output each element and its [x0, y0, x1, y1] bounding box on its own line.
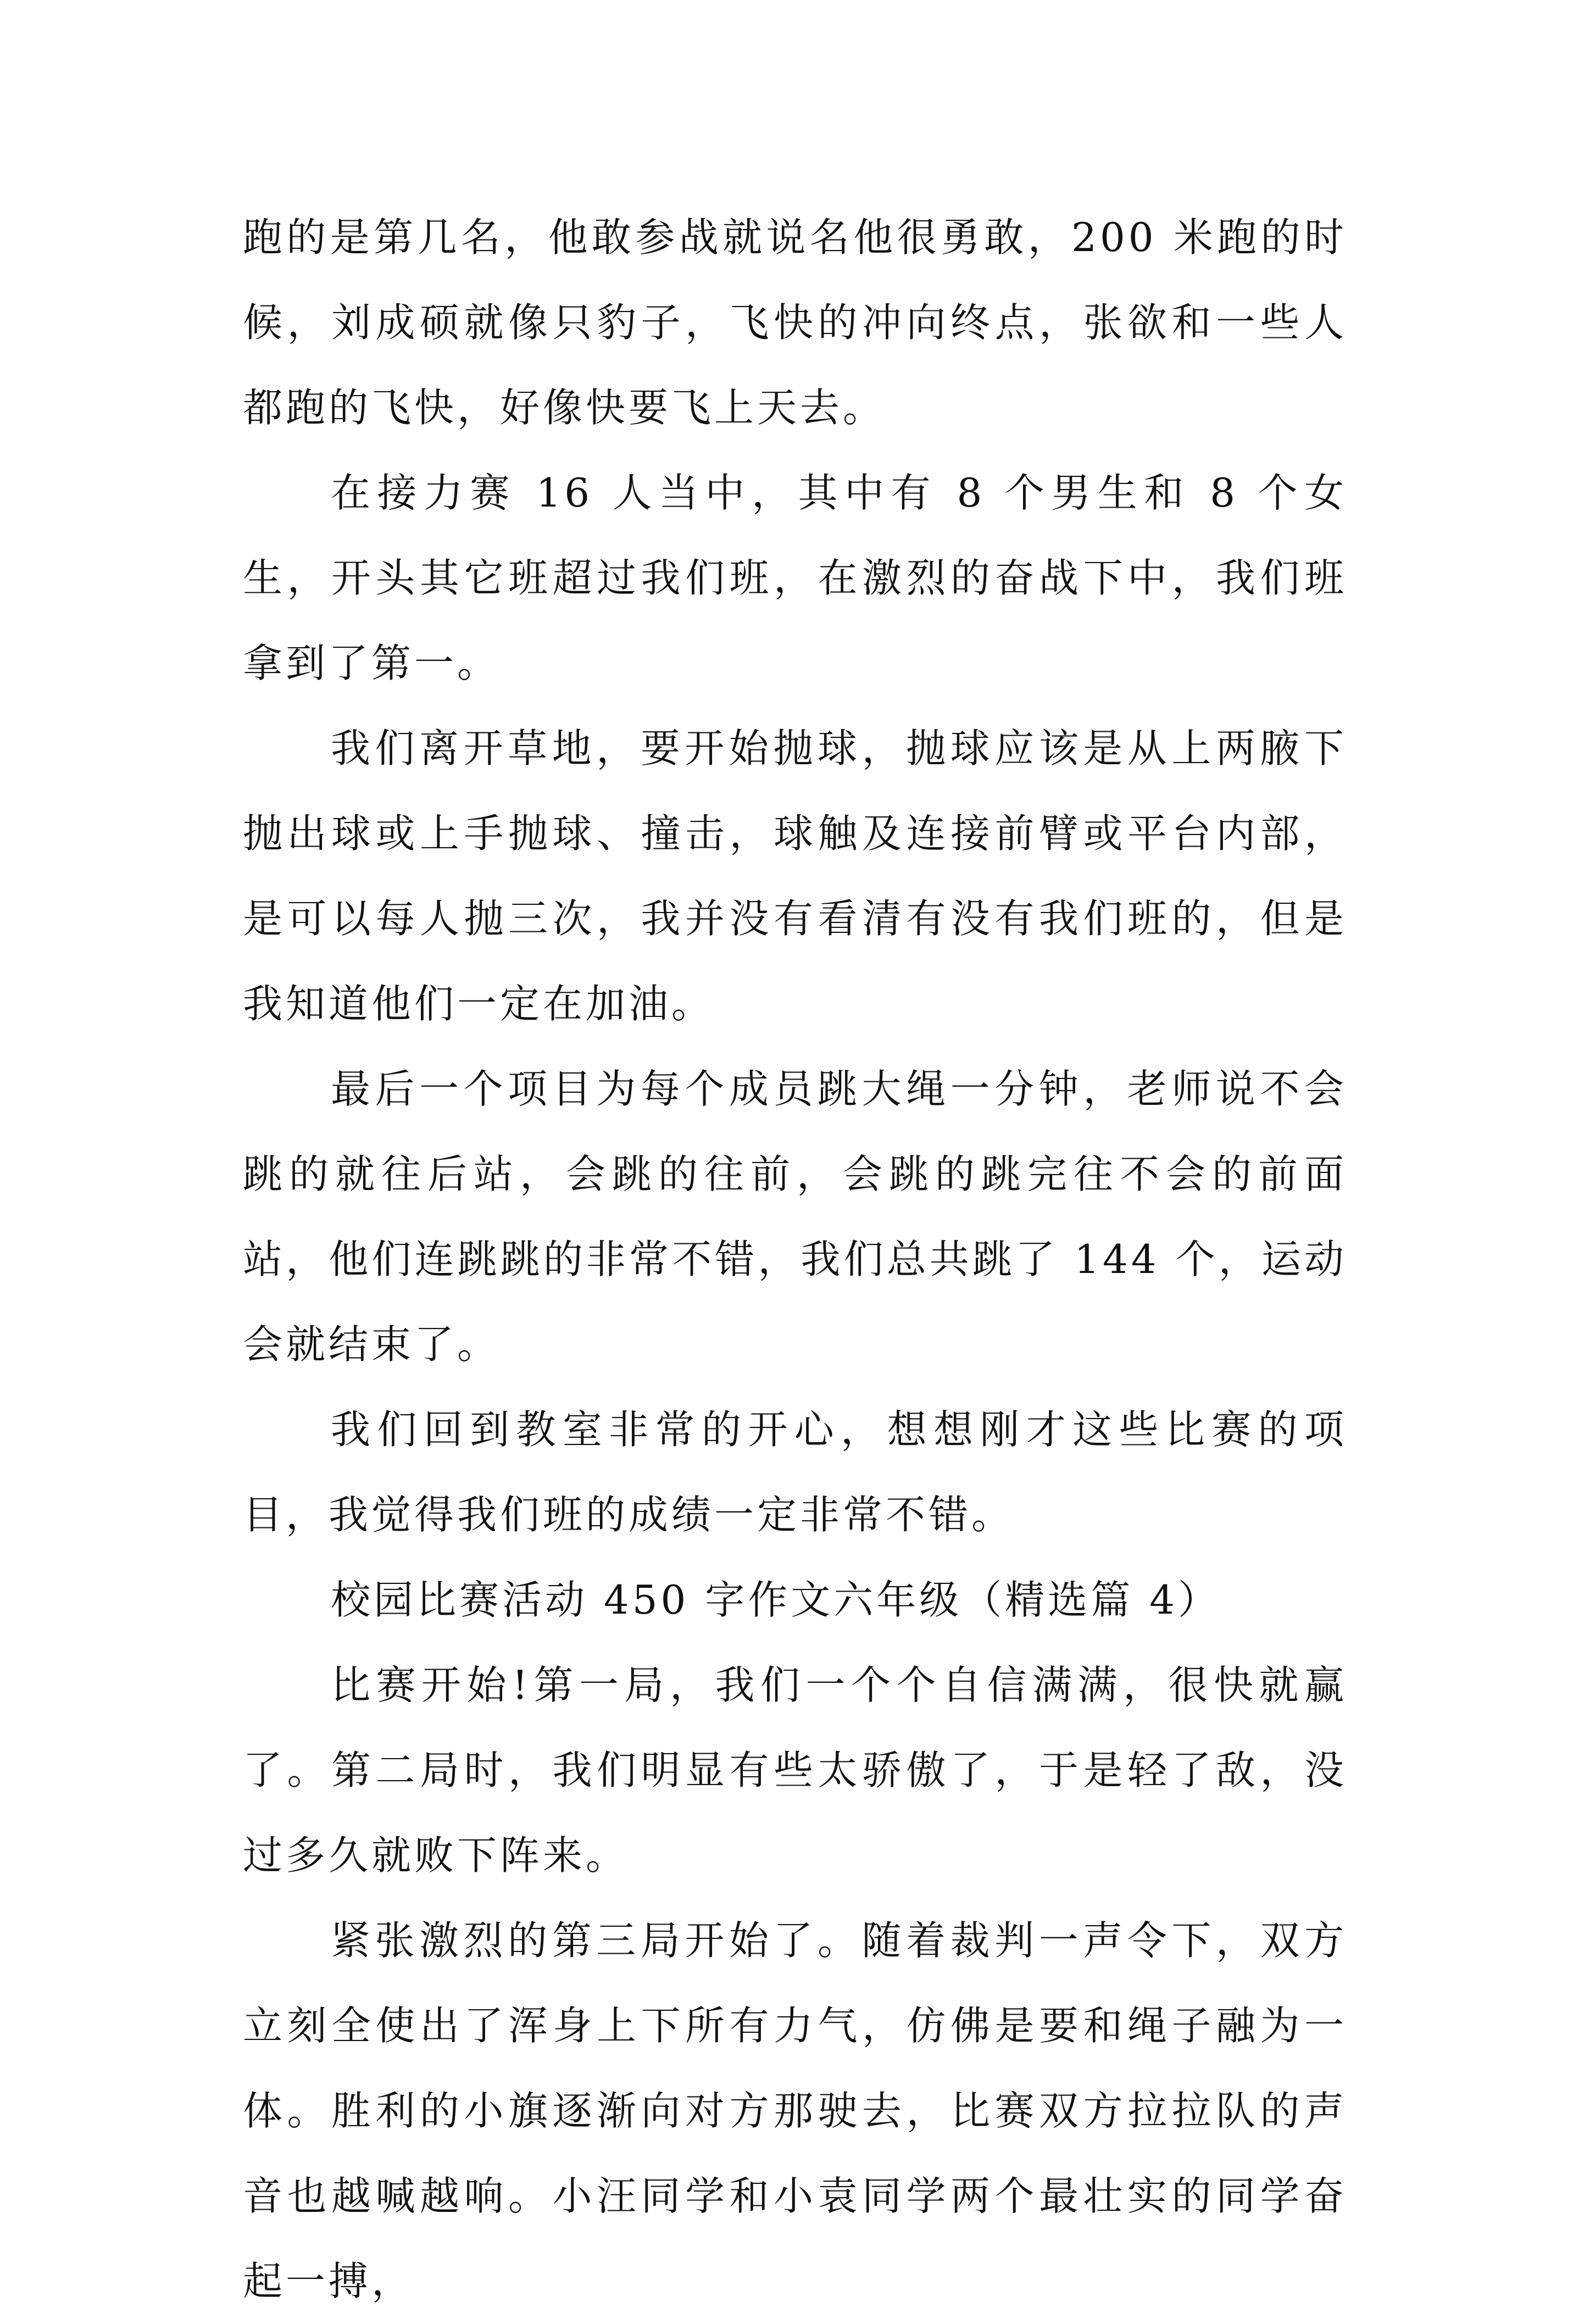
- document-body: [243, 195, 1347, 2324]
- paragraph-jump-rope: 最后一个项目为每个成员跳大绳一分钟，老师说不会跳的就往后站，会跳的往前，会跳的跳完往不会的前面站，他们连跳跳的非常不错，我们总共跳了 144 个，运动会就结束了。: [243, 1066, 1347, 1367]
- paragraph-third-round: 紧张激烈的第三局开始了。随着裁判一声令下，双方立刻全使出了浑身上下所有力气，仿佛是要和绳子融为一体。胜利的小旗逐渐向对方那驶去，比赛双方拉拉队的声音也越喊越响。小汪同学和小袁同学两个最壮实的同学奋起一搏，: [243, 1917, 1347, 2304]
- paragraph-continued: 跑的是第几名，他敢参战就说名他很勇敢，200 米跑的时候，刘成硕就像只豹子，飞快的冲向终点，张欲和一些人都跑的飞快，好像快要飞上天去。: [243, 214, 1347, 431]
- paragraph-relay-race: 在接力赛 16 人当中，其中有 8 个男生和 8 个女生，开头其它班超过我们班，在激烈的奋战下中，我们班拿到了第一。: [243, 470, 1347, 686]
- section-heading: 校园比赛活动 450 字作文六年级（精选篇 4）: [331, 1577, 1221, 1623]
- paragraph-ball-throw: 我们离开草地，要开始抛球，抛球应该是从上两腋下抛出球或上手抛球、撞击，球触及连接前臂或平台内部，是可以每人抛三次，我并没有看清有没有我们班的，但是我知道他们一定在加油。: [243, 725, 1347, 1027]
- paragraph-match-start: 比赛开始!第一局，我们一个个自信满满，很快就赢了。第二局时，我们明显有些太骄傲了，于是轻了敌，没过多久就败下阵来。: [243, 1662, 1347, 1878]
- paragraph-conclusion: 我们回到教室非常的开心，想想刚才这些比赛的项目，我觉得我们班的成绩一定非常不错。: [243, 1406, 1347, 1538]
